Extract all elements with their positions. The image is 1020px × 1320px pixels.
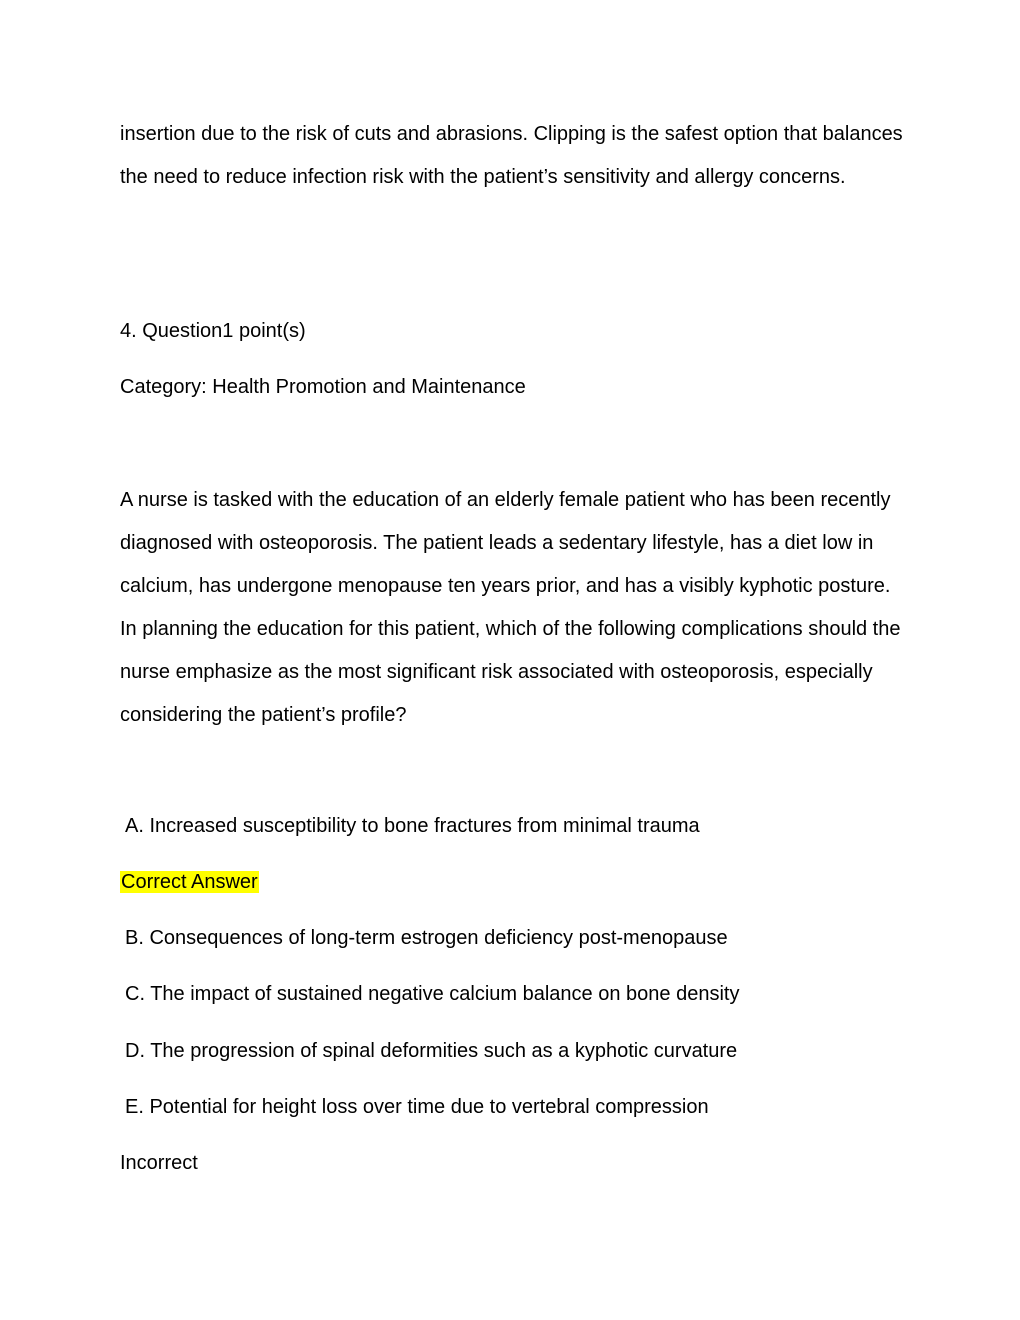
option-b: B. Consequences of long-term estrogen deficiency post-menopause [125,927,728,949]
correct-answer-highlight: Correct Answer [121,871,258,893]
previous-rationale-paragraph: insertion due to the risk of cuts and abrasions. Clipping is the safest option that balances the need to reduce infection risk with the patient’s sensitivity and allergy concerns. [120,123,903,188]
correct-answer-label [120,868,259,896]
option-a: A. Increased susceptibility to bone fractures from minimal trauma [125,815,700,837]
question-header: 4. Question1 point(s) [120,320,306,342]
option-c: C. The impact of sustained negative calcium balance on bone density [125,983,740,1005]
result-status: Incorrect [120,1152,198,1174]
option-e: E. Potential for height loss over time due to vertebral compression [125,1096,709,1118]
question-category: Category: Health Promotion and Maintenance [120,376,526,398]
option-d: D. The progression of spinal deformities such as a kyphotic curvature [125,1040,738,1062]
question-stem: A nurse is tasked with the education of an elderly female patient who has been recently diagnosed with osteoporosis. The patient leads a sedentary lifestyle, has a diet low in calcium, has undergone menopause ten years prior, and has a visibly kyphotic posture. In planning the education for this patient, which of the following complications should the nurse emphasize as the most significant risk associated with osteoporosis, especially considering the patient’s profile? [120,489,901,726]
